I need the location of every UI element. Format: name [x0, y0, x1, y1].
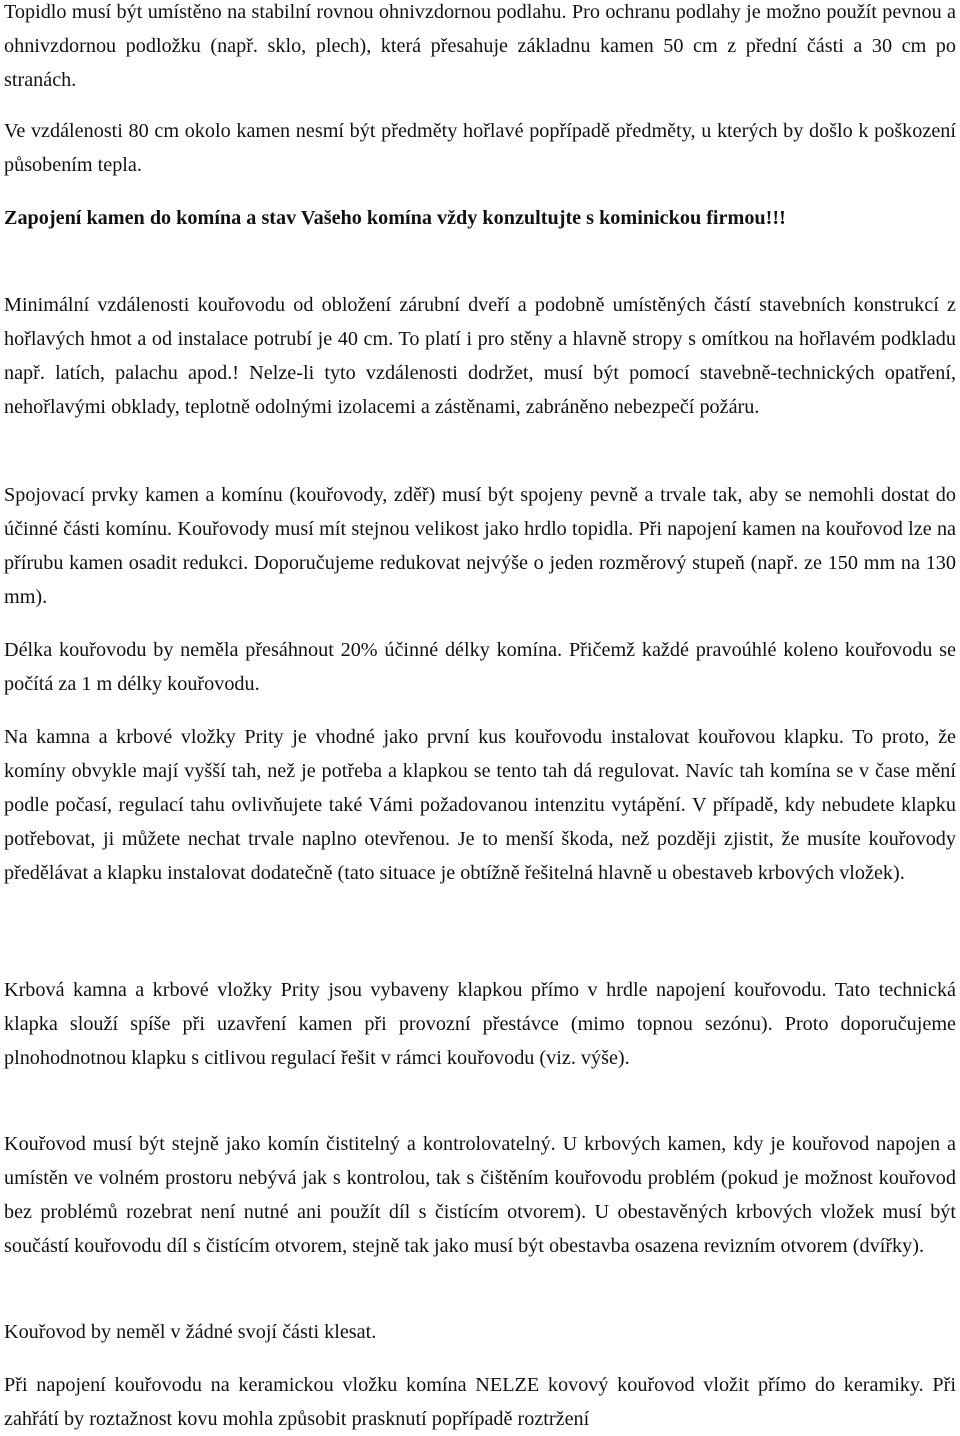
paragraph-flue-length: Délka kouřovodu by neměla přesáhnout 20% účinné délky komína. Přičemž každé pravoúhlé koleno kouřovodu se počítá za 1 m délky kouřovodu.	[4, 639, 956, 695]
paragraph-flue-no-descent: Kouřovod by neměl v žádné svojí části klesat.	[4, 1321, 377, 1343]
paragraph-flue-cleaning: Kouřovod musí být stejně jako komín čistitelný a kontrolovatelný. U krbových kamen, kdy je kouřovod napojen a umístěn ve volném prostoru nebývá jak s kontrolou, tak s čištěním kouřovodu problém (pokud je možnost kouřovod bez problémů rozebrat není nutné ani použít díl s čistícím otvorem). U obestavěných krbových vložek musí být součástí kouřovodu díl s čistícím otvorem, stejně tak jako musí být obestavba osazena revizním otvorem (dvířky).	[4, 1133, 956, 1257]
paragraph-built-in-damper: Krbová kamna a krbové vložky Prity jsou vybaveny klapkou přímo v hrdle napojení kouřovodu. Tato technická klapka slouží spíše při uzavření kamen při provozní přestávce (mimo topnou sezónu). Proto doporučujeme plnohodnotnou klapku s citlivou regulací řešit v rámci kouřovodu (viz. výše).	[4, 979, 956, 1069]
paragraph-connecting-elements: Spojovací prvky kamen a komínu (kouřovody, zděř) musí být spojeny pevně a trvale tak, aby se nemohli dostat do účinné části komínu. Kouřovody musí mít stejnou velikost jako hrdlo topidla. Při napojení kamen na kouřovod lze na přírubu kamen osadit redukci. Doporučujeme redukovat nejvýše o jeden rozměrový stupeň (např. ze 150 mm na 130 mm).	[4, 484, 956, 608]
paragraph-flue-damper-recommendation: Na kamna a krbové vložky Prity je vhodné jako první kus kouřovodu instalovat kouřovou klapku. To proto, že komíny obvykle mají vyšší tah, než je potřeba a klapkou se tento tah dá regulovat. Navíc tah komína se v čase mění podle počasí, regulací tahu ovlivňujete také Vámi požadovanou intenzitu vytápění. V případě, kdy nebudete klapku potřebovat, ji můžete nechat trvale naplno otevřenou. Je to menší škoda, než později zjistit, že musíte kouřovody předělávat a klapku instalovat dodatečně (tato situace je obtížně řešitelná hlavně u obestaveb krbových vložek).	[4, 726, 956, 884]
paragraph-ceramic-liner-warning: Při napojení kouřovodu na keramickou vložku komína NELZE kovový kouřovod vložit přímo do keramiky. Při zahřátí by roztažnost kovu mohla způsobit prasknutí popřípadě roztržení	[4, 1374, 956, 1430]
paragraph-safe-distance: Ve vzdálenosti 80 cm okolo kamen nesmí být předměty hořlavé popřípadě předměty, u kterých by došlo k poškození působením tepla.	[4, 120, 956, 176]
paragraph-stove-placement: Topidlo musí být umístěno na stabilní rovnou ohnivzdornou podlahu. Pro ochranu podlahy je možno použít pevnou a ohnivzdornou podložku (např. sklo, plech), která přesahuje základnu kamen 50 cm z přední části a 30 cm po stranách.	[4, 1, 956, 91]
paragraph-chimney-consultation-warning: Zapojení kamen do komína a stav Vašeho komína vždy konzultujte s kominickou firmou!!!	[4, 207, 786, 229]
paragraph-flue-minimum-distances: Minimální vzdálenosti kouřovodu od obložení zárubní dveří a podobně umístěných částí stavebních konstrukcí z hořlavých hmot a od instalace potrubí je 40 cm. To platí i pro stěny a hlavně stropy s omítkou na hořlavém podkladu např. latích, palachu apod.! Nelze-li tyto vzdálenosti dodržet, musí být pomocí stavebně-technických opatření, nehořlavými obklady, teplotně odolnými izolacemi a zástěnami, zabráněno nebezpečí požáru.	[4, 294, 956, 418]
